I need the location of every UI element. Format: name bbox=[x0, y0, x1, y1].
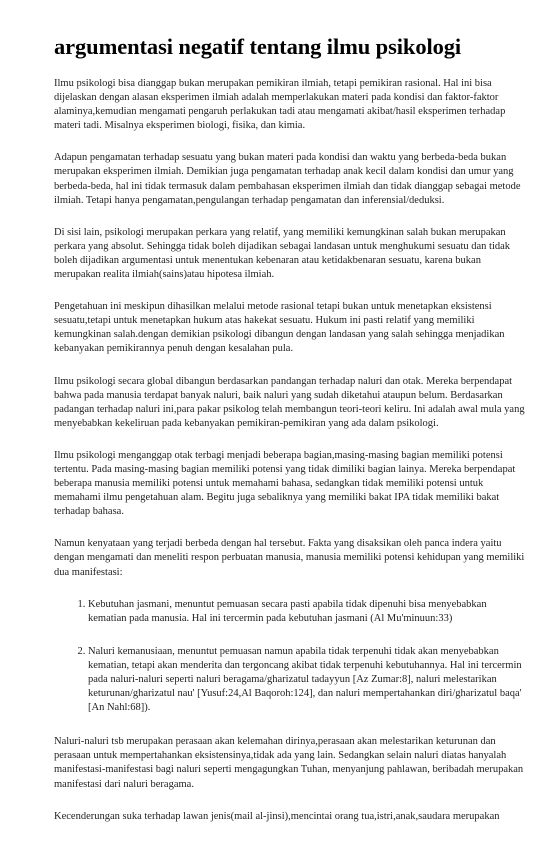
manifestation-list bbox=[54, 598, 526, 716]
document-page bbox=[54, 34, 526, 842]
paragraph-6: Ilmu psikologi menganggap otak terbagi menjadi beberapa bagian,masing-masing bagian memiliki potensi tertentu. Pada masing-masing bagian memiliki potensi yang tidak dimiliki bagian lainya. Mereka berpendapat beberapa manusia memiliki potensi untuk memahami bahasa, sedangkan tidak memiliki potensi untuk memahami ilmu pengetahuan alam. Begitu juga sebaliknya yang memiliki bakat IPA tidak memiliki bakat terhadap bahasa. bbox=[54, 449, 516, 518]
list-item: 1. Kebutuhan jasmani, menuntut pemuasan secara pasti apabila tidak dipenuhi bisa menyebabkan kematian pada manusia. Hal ini tercermin pada kebutuhan jasmani (Al Mu'minuun:33) bbox=[88, 598, 526, 626]
paragraph-2: Adapun pengamatan terhadap sesuatu yang bukan materi pada kondisi dan waktu yang berbeda-beda bukan merupakan eksperimen ilmiah. Demikian juga pengamatan terhadap anak kecil dalam kondisi dan umur yang berbeda-beda, hal ini tidak termasuk dalam pembahasan eksperimen ilmiah dan tidak dianggap sebagai metode ilmiah. Tetapi hanya pengamatan,pengulangan terhadap pengamatan dan inferensial/deduksi. bbox=[54, 152, 521, 206]
paragraph-9: Kecenderungan suka terhadap lawan jenis(mail al-jinsi),mencintai orang tua,istri,anak,saudara merupakan bbox=[54, 810, 500, 822]
page-title: argumentasi negatif tentang ilmu psikologi bbox=[54, 34, 462, 59]
paragraph-8: Naluri-naluri tsb merupakan perasaan akan kelemahan dirinya,perasaan akan melestarikan keturunan dan perasaan untuk mempertahankan eksistensinya,tidak ada yang lain. Sedangkan selain naluri diatas hanyalah manifestasi-manifestasi bagi naluri seperti mengagungkan Tuhan, menyanjung pahlawan, beribadah merupakan manifestasi dari naluri beragama. bbox=[54, 736, 524, 790]
paragraph-4: Pengetahuan ini meskipun dihasilkan melalui metode rasional tetapi bukan untuk menetapkan eksistensi sesuatu,tetapi untuk menetapkan hukum atas hakekat sesuatu. Hukum ini pasti relatif yang memiliki kemungkinan salah.dengan demikian psikologi dibangun dengan landasan yang salah sehingga menjadikan kebanyakan pemikirannya penuh dengan kesalahan pula. bbox=[54, 301, 505, 355]
paragraph-1: Ilmu psikologi bisa dianggap bukan merupakan pemikiran ilmiah, tetapi pemikiran rasional. Hal ini bisa dijelaskan dengan alasan eksperimen ilmiah adalah memperlakukan materi pada kondisi dan faktor-faktor alaminya,kemudian mengamati pengaruh perlakukan tadi atau mengamati akibat/hasil eksperimen terhadap materi tadi. Misalnya eksperimen biologi, fisika, dan kimia. bbox=[54, 78, 506, 132]
paragraph-5: Ilmu psikologi secara global dibangun berdasarkan pandangan terhadap naluri dan otak. Mereka berpendapat bahwa pada manusia terdapat banyak naluri, baik naluri yang sudah diketahui ataupun belum. Berdasarkan padangan terhadap naluri ini,para pakar psikolog telah membangun teori-teori keliru. Ini adalah awal mula yang menyebabkan kekeliruan pada kebanyakan pemikiran-pemikiran yang ada dalam psikologi. bbox=[54, 375, 525, 429]
paragraph-3: Di sisi lain, psikologi merupakan perkara yang relatif, yang memiliki kemungkinan salah bukan merupakan perkara yang absolut. Sehingga tidak boleh dijadikan sebagai landasan untuk menghukumi sesuatu dan tidak boleh dijadikan argumentasi untuk menentukan kebenaran atau ketidakbenaran sesuatu, karena bukan merupakan realita ilmiah(sains)atau hipotesa ilmiah. bbox=[54, 226, 511, 281]
list-item: 2. Naluri kemanusiaan, menuntut pemuasan namun apabila tidak terpenuhi tidak akan menyebabkan kematian, tetapi akan menderita dan tergoncang akibat tidak terpenuhi kebutuhannya. Hal ini tercermin pada naluri-naluri seperti naluri beragama/gharizatul tadayyun [Az Zumar:8], naluri melestarikan keturunan/gharizatul nau' [Yusuf:24,Al Baqoroh:124], dan naluri mempertahankan diri/gharizatul baqa' [An Nahl:68]). bbox=[88, 645, 526, 715]
paragraph-7: Namun kenyataan yang terjadi berbeda dengan hal tersebut. Fakta yang disaksikan oleh panca indera yaitu dengan mengamati dan meneliti respon perbuatan manusia, manusia memiliki potensi kehidupan yang memiliki dua manifestasi: bbox=[54, 538, 525, 578]
